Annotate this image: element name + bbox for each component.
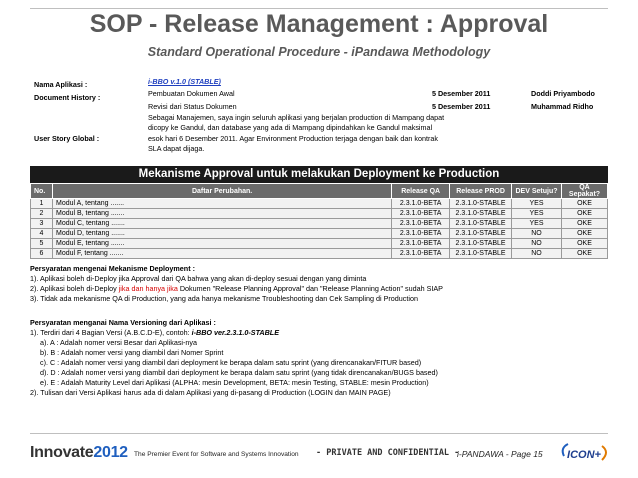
cell-release-prod: 2.3.1.0-STABLE — [450, 209, 512, 219]
deploy-item-2-post: Dokumen "Release Planning Approval" dan "Release Planning Action" sudah SIAP — [177, 284, 443, 293]
col-header-release-prod: Release PROD — [450, 184, 512, 199]
release-table-body — [31, 199, 608, 259]
history-author-2: Muhammad Ridho — [531, 102, 594, 111]
footer-tagline: The Premier Event for Software and Systems Innovation — [134, 451, 299, 458]
cell-release-qa: 2.3.1.0-BETA — [392, 209, 450, 219]
version-requirements — [30, 318, 608, 398]
cell-dev-approve: YES — [512, 219, 562, 229]
version-item-1-pre: 1). Terdiri dari 4 Bagian Versi (A.B.C.D-E), contoh: — [30, 328, 192, 337]
story-text: Sebagai Manajemen, saya ingin seluruh aplikasi yang berjalan production di Mampang dapat dicopy ke Gandul, dan database yang ada di Mampang dipindahkan ke Gandul maksimal esok hari 6 Desember 2011. Agar Environment Production terjaga dengan baik dan kontrak SLA dapat dijaga. — [148, 113, 445, 154]
page-title: SOP - Release Management : Approval — [89, 10, 549, 38]
cell-no: 1 — [31, 199, 53, 209]
deploy-heading: Persyaratan mengenai Mekanisme Deployment : — [30, 264, 195, 273]
cell-qa-agree: OKE — [561, 199, 607, 209]
deploy-item-1: 1). Aplikasi boleh di-Deploy jika Approval dari QA bahwa yang akan di-deploy sesuai dengan yang diminta — [30, 274, 367, 283]
cell-release-prod: 2.3.1.0-STABLE — [450, 239, 512, 249]
cell-no: 5 — [31, 239, 53, 249]
table-row — [31, 249, 608, 259]
cell-change: Modul A, tentang ....... — [52, 199, 391, 209]
cell-dev-approve: NO — [512, 239, 562, 249]
history-text-2: Revisi dari Status Dokumen — [148, 102, 237, 111]
version-sub-c: c). C : Adalah nomer versi yang diambil dari deployment ke berapa dalam satu sprint (yang direncanakan/FITUR based) — [40, 358, 422, 367]
col-header-qa-agree: QA Sepakat? — [561, 184, 607, 199]
cell-no: 4 — [31, 229, 53, 239]
version-sub-e: e). E : Adalah Maturity Level dari Aplikasi (ALPHA: mesin Development, BETA: mesin Testing, STABLE: mesin Production) — [40, 378, 429, 387]
col-header-no: No. — [31, 184, 53, 199]
cell-no: 6 — [31, 249, 53, 259]
cell-dev-approve: YES — [512, 199, 562, 209]
cell-release-qa: 2.3.1.0-BETA — [392, 219, 450, 229]
cell-qa-agree: OKE — [561, 239, 607, 249]
table-row — [31, 219, 608, 229]
col-header-release-qa: Release QA — [392, 184, 450, 199]
innovate-logo — [30, 444, 128, 462]
table-header-row — [31, 184, 608, 199]
table-row — [31, 209, 608, 219]
cell-release-prod: 2.3.1.0-STABLE — [450, 249, 512, 259]
mechanism-title: Mekanisme Approval untuk melakukan Deployment ke Production — [30, 166, 608, 183]
release-table — [30, 183, 608, 259]
cell-change: Modul F, tentang ....... — [52, 249, 391, 259]
cell-qa-agree: OKE — [561, 229, 607, 239]
page-subtitle: Standard Operational Procedure - iPandawa Methodology — [147, 45, 491, 59]
cell-no: 2 — [31, 209, 53, 219]
icon-brand-logo — [558, 442, 610, 464]
cell-qa-agree: OKE — [561, 219, 607, 229]
logo-year: 2012 — [93, 444, 128, 461]
version-sub-d: d). D : Adalah nomer versi yang diambil dari deployment ke berapa dalam satu sprint (yang tidak direncanakan/BUGS based) — [40, 368, 438, 377]
version-sub-a: a). A : Adalah nomer versi Besar dari Aplikasi-nya — [40, 338, 198, 347]
story-label: User Story Global : — [34, 134, 100, 143]
cell-release-prod: 2.3.1.0-STABLE — [450, 229, 512, 239]
col-header-changes: Daftar Perubahan. — [52, 184, 391, 199]
table-row — [31, 199, 608, 209]
cell-change: Modul B, tentang ....... — [52, 209, 391, 219]
cell-release-qa: 2.3.1.0-BETA — [392, 239, 450, 249]
cell-dev-approve: NO — [512, 229, 562, 239]
deploy-requirements — [30, 264, 608, 304]
version-heading: Persyaratan menganai Nama Versioning dari Aplikasi : — [30, 318, 216, 327]
deploy-item-2-emphasis: jika dan hanya jika — [118, 284, 178, 293]
history-label: Document History : — [34, 93, 101, 102]
app-value: i-BBO v.1.0 (STABLE) — [148, 77, 221, 86]
history-date-1: 5 Desember 2011 — [432, 89, 491, 98]
cell-change: Modul E, tentang ....... — [52, 239, 391, 249]
cell-no: 3 — [31, 219, 53, 229]
table-row — [31, 239, 608, 249]
cell-dev-approve: NO — [512, 249, 562, 259]
cell-release-prod: 2.3.1.0-STABLE — [450, 219, 512, 229]
deploy-item-2-pre: 2). Aplikasi boleh di-Deploy — [30, 284, 119, 293]
history-date-2: 5 Desember 2011 — [432, 102, 491, 111]
version-example: i-BBO ver.2.3.1.0-STABLE — [191, 328, 279, 337]
cell-release-qa: 2.3.1.0-BETA — [392, 249, 450, 259]
page-info: i-PANDAWA - Page 15 — [457, 449, 543, 459]
version-sub-b: b). B : Adalah nomer versi yang diambil dari Nomer Sprint — [40, 348, 224, 357]
confidential-notice: - PRIVATE AND CONFIDENTIAL - — [316, 448, 460, 458]
cell-change: Modul C, tentang ....... — [52, 219, 391, 229]
version-item-1 — [30, 328, 608, 338]
col-header-dev-approve: DEV Setuju? — [512, 184, 562, 199]
cell-change: Modul D, tentang ....... — [52, 229, 391, 239]
cell-release-qa: 2.3.1.0-BETA — [392, 229, 450, 239]
cell-qa-agree: OKE — [561, 249, 607, 259]
cell-dev-approve: YES — [512, 209, 562, 219]
cell-qa-agree: OKE — [561, 209, 607, 219]
bottom-divider — [30, 433, 608, 434]
app-label: Nama Aplikasi : — [34, 80, 88, 89]
footer — [30, 442, 608, 464]
history-text-1: Pembuatan Dokumen Awal — [148, 89, 235, 98]
logo-word: Innovate — [30, 444, 94, 461]
cell-release-prod: 2.3.1.0-STABLE — [450, 199, 512, 209]
deploy-item-3: 3). Tidak ada mekanisme QA di Production, yang ada hanya mekanisme Troubleshooting dan Cek Sampling di Production — [30, 294, 418, 303]
version-item-2: 2). Tulisan dari Versi Aplikasi harus ada di dalam Aplikasi yang di-pasang di Production (LOGIN dan MAIN PAGE) — [30, 388, 391, 397]
table-row — [31, 229, 608, 239]
svg-text:ICON+: ICON+ — [567, 449, 601, 461]
history-author-1: Doddi Priyambodo — [531, 89, 595, 98]
cell-release-qa: 2.3.1.0-BETA — [392, 199, 450, 209]
top-divider — [30, 8, 608, 9]
deploy-item-2 — [30, 284, 608, 294]
